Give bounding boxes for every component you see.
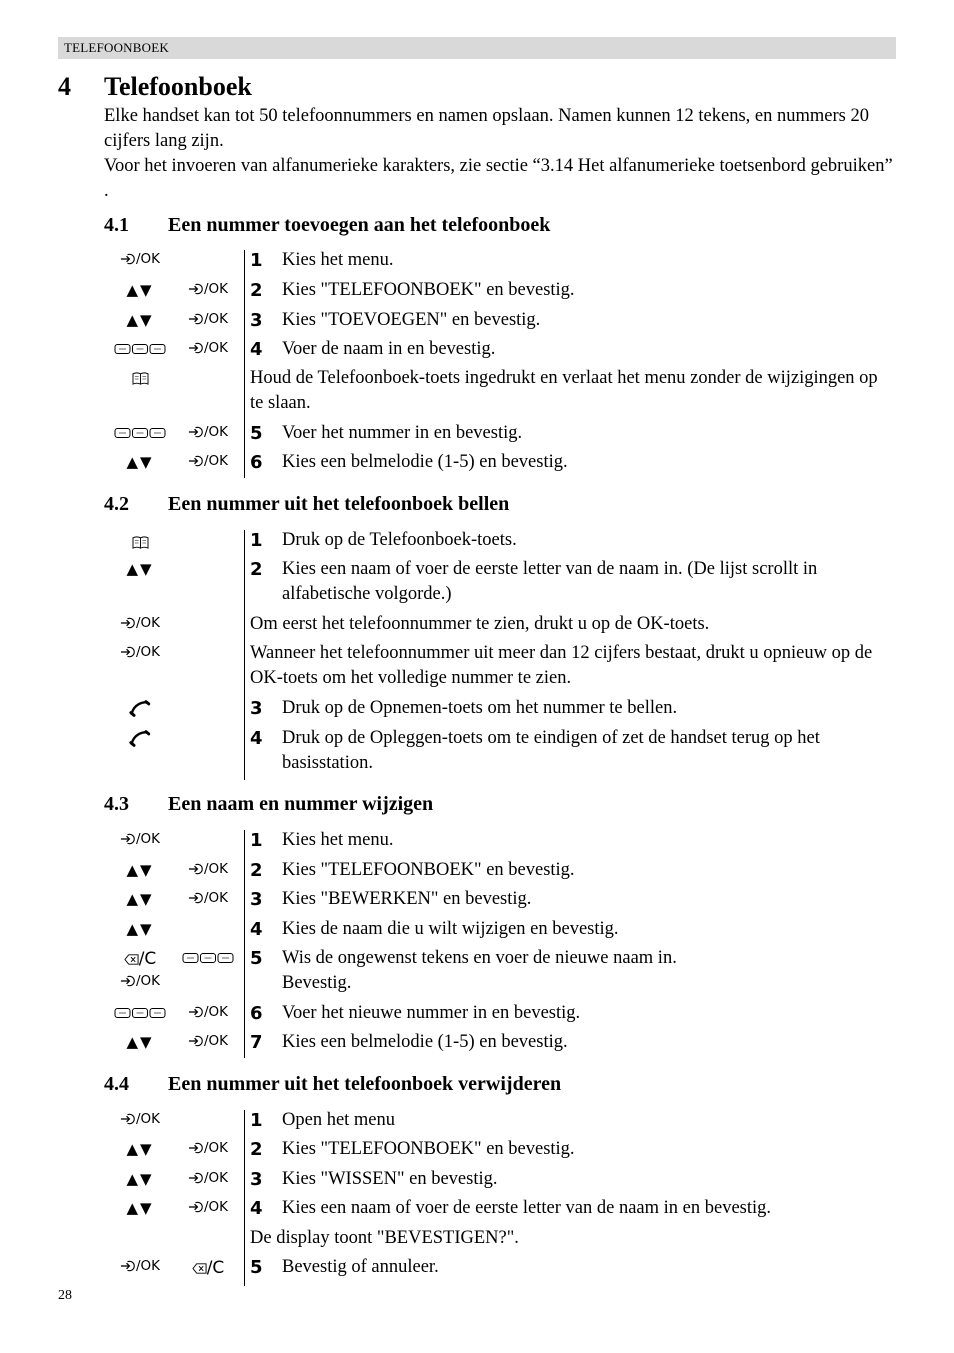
- step-number: 2: [250, 559, 263, 580]
- page-number: 28: [58, 1288, 72, 1303]
- ok-key-icon: [188, 1033, 228, 1049]
- clear-key-icon: [124, 949, 157, 969]
- step-number: 2: [250, 1139, 263, 1160]
- step-text-line: Kies "TELEFOONBOEK" en bevestig.: [282, 860, 575, 880]
- ok-key-label: /OK: [135, 831, 161, 847]
- ok-key-label: /OK: [203, 281, 229, 297]
- alphanumeric-keypad-icon: [182, 952, 234, 964]
- up-down-arrows-icon: ▲▼: [126, 560, 154, 578]
- key-icon-cell: [108, 533, 172, 557]
- ok-key-label: /OK: [135, 1111, 161, 1127]
- ok-key-label: /OK: [135, 1258, 161, 1274]
- key-icon-cell: [108, 1004, 172, 1028]
- key-icon-cell: [108, 340, 172, 364]
- up-down-arrows-icon: ▲▼: [126, 890, 154, 908]
- ok-key-icon: [188, 1004, 228, 1020]
- key-icon-cell: [108, 1111, 172, 1135]
- step-text: [282, 1255, 892, 1280]
- note-text: De display toont "BEVESTIGEN?".: [250, 1228, 519, 1248]
- key-icon-cell: [178, 1258, 238, 1282]
- step-text: [282, 858, 892, 883]
- step-text: [282, 528, 892, 553]
- step-text: [282, 421, 892, 446]
- step-number: 4: [250, 339, 263, 360]
- up-down-arrows-icon: ▲▼: [126, 861, 154, 879]
- step-text-line: Druk op de Opnemen-toets om het nummer te bellen.: [282, 698, 678, 718]
- key-icon-cell: [108, 861, 172, 885]
- key-icon-cell: [178, 311, 238, 335]
- step-text-line: Open het menu: [282, 1110, 396, 1130]
- section-heading-4-2: [104, 493, 509, 516]
- key-icon-cell: [108, 1140, 172, 1164]
- ok-key-icon: [120, 1111, 160, 1127]
- alphanumeric-keypad-icon: [114, 427, 166, 439]
- ok-key-label: /OK: [203, 1140, 229, 1156]
- step-text-line: Kies een belmelodie (1-5) en bevestig.: [282, 1032, 568, 1052]
- step-number: 5: [250, 948, 263, 969]
- key-icon-cell: [108, 831, 172, 855]
- step-number: 5: [250, 423, 263, 444]
- chapter-number: 4: [58, 72, 71, 101]
- key-icon-cell: [108, 1199, 172, 1223]
- key-icon-cell: [178, 861, 238, 885]
- step-text: [282, 1030, 892, 1055]
- step-number: 3: [250, 310, 263, 331]
- step-text: [282, 696, 892, 721]
- step-text-line: Voer het nummer in en bevestig.: [282, 423, 523, 443]
- key-icon-cell: [108, 424, 172, 448]
- up-down-arrows-icon: ▲▼: [126, 311, 154, 329]
- ok-key-icon: [188, 861, 228, 877]
- section-number: 4.4: [104, 1073, 129, 1095]
- ok-key-icon: [120, 831, 160, 847]
- key-icon-cell: [178, 1033, 238, 1057]
- section-number: 4.2: [104, 493, 129, 515]
- step-divider-line: [244, 1110, 245, 1286]
- step-number: 7: [250, 1032, 263, 1053]
- key-icon-cell: [108, 560, 172, 584]
- ok-key-label: /OK: [135, 644, 161, 660]
- key-icon-cell: [178, 281, 238, 305]
- key-icon-cell: [108, 311, 172, 335]
- key-icon-cell: [178, 453, 238, 477]
- key-icon-cell: [178, 1004, 238, 1028]
- step-number: 2: [250, 860, 263, 881]
- step-number: 1: [250, 250, 263, 271]
- step-number: 4: [250, 728, 263, 749]
- step-text: [282, 248, 892, 273]
- step-number: 2: [250, 280, 263, 301]
- key-icon-cell: [108, 1258, 172, 1282]
- step-divider-line: [244, 530, 245, 780]
- phonebook-icon: [131, 535, 150, 550]
- ok-key-icon: [188, 1199, 228, 1215]
- clear-key-label: /C: [138, 949, 157, 969]
- alphanumeric-keypad-icon: [114, 343, 166, 355]
- section-title: Een nummer uit het telefoonboek bellen: [168, 493, 510, 515]
- key-icon-cell: [108, 699, 172, 723]
- step-number: 1: [250, 530, 263, 551]
- ok-key-icon: [120, 644, 160, 660]
- step-text: [282, 450, 892, 475]
- ok-key-icon: [188, 453, 228, 469]
- step-number: 1: [250, 830, 263, 851]
- ok-key-label: /OK: [203, 861, 229, 877]
- key-icon-cell: [108, 453, 172, 477]
- step-number: 4: [250, 1198, 263, 1219]
- step-text: [282, 1001, 892, 1026]
- ok-key-label: /OK: [135, 251, 161, 267]
- section-heading-4-3: [104, 793, 433, 816]
- step-text-line: Bevestig of annuleer.: [282, 1257, 439, 1277]
- step-text-line: Kies "BEWERKEN" en bevestig.: [282, 889, 532, 909]
- step-text: [282, 887, 892, 912]
- ok-key-label: /OK: [203, 424, 229, 440]
- step-text-line: Kies "WISSEN" en bevestig.: [282, 1169, 498, 1189]
- up-down-arrows-icon: ▲▼: [126, 1170, 154, 1188]
- key-icon-cell: [178, 890, 238, 914]
- section-heading-4-4: [104, 1073, 561, 1096]
- step-text-line: Druk op de Opleggen-toets om te eindigen of zet de handset terug op het basisstation.: [282, 728, 820, 773]
- key-icon-cell: [108, 920, 172, 944]
- ok-key-icon: [188, 890, 228, 906]
- step-text-line: Kies een naam of voer de eerste letter van de naam in. (De lijst scrollt in alfabetische volgorde.): [282, 559, 818, 604]
- step-number: 5: [250, 1257, 263, 1278]
- step-text: [282, 1137, 892, 1162]
- step-text-line: Kies "TELEFOONBOEK" en bevestig.: [282, 280, 575, 300]
- step-text: [282, 946, 892, 996]
- running-header: TELEFOONBOEK: [58, 37, 896, 59]
- step-number: 3: [250, 889, 263, 910]
- key-icon-cell: [178, 1199, 238, 1223]
- key-icon-cell: [108, 1033, 172, 1057]
- section-heading-4-1: [104, 214, 550, 237]
- ok-key-label: /OK: [203, 340, 229, 356]
- step-text: [282, 557, 892, 607]
- ok-key-icon: [120, 251, 160, 267]
- note-text: Houd de Telefoonboek-toets ingedrukt en verlaat het menu zonder de wijzigingen op te slaan.: [250, 368, 878, 413]
- step-text-line: Kies een naam of voer de eerste letter van de naam in en bevestig.: [282, 1198, 772, 1218]
- ok-key-label: /OK: [203, 1170, 229, 1186]
- step-text-line: Kies "TELEFOONBOEK" en bevestig.: [282, 1139, 575, 1159]
- step-number: 6: [250, 1003, 263, 1024]
- step-number: 3: [250, 698, 263, 719]
- up-down-arrows-icon: ▲▼: [126, 453, 154, 471]
- step-divider-line: [244, 250, 245, 478]
- section-number: 4.3: [104, 793, 129, 815]
- key-icon-cell: [178, 424, 238, 448]
- step-text-line: Kies een belmelodie (1-5) en bevestig.: [282, 452, 568, 472]
- step-text: [282, 828, 892, 853]
- up-down-arrows-icon: ▲▼: [126, 1199, 154, 1217]
- up-down-arrows-icon: ▲▼: [126, 1033, 154, 1051]
- ok-key-label: /OK: [203, 1199, 229, 1215]
- ok-key-icon: [188, 1170, 228, 1186]
- step-number: 6: [250, 452, 263, 473]
- clear-key-icon: [192, 1258, 225, 1278]
- key-icon-cell: [108, 729, 172, 753]
- ok-key-icon: [120, 973, 160, 989]
- step-text: [282, 1108, 892, 1133]
- step-text-line: Voer de naam in en bevestig.: [282, 339, 496, 359]
- step-text: [282, 278, 892, 303]
- step-text-line: Kies "TOEVOEGEN" en bevestig.: [282, 310, 541, 330]
- ok-key-label: /OK: [203, 453, 229, 469]
- note-text: Wanneer het telefoonnummer uit meer dan 12 cijfers bestaat, drukt u opnieuw op de OK-toets om het volledige nummer te zien.: [250, 643, 873, 688]
- phone-handset-icon: [129, 700, 151, 717]
- step-text-line: Voer het nieuwe nummer in en bevestig.: [282, 1003, 581, 1023]
- ok-key-icon: [188, 1140, 228, 1156]
- key-icon-cell: [108, 281, 172, 305]
- ok-key-label: /OK: [203, 1033, 229, 1049]
- ok-key-icon: [120, 1258, 160, 1274]
- step-text-line: Kies het menu.: [282, 830, 394, 850]
- alphanumeric-keypad-icon: [114, 1007, 166, 1019]
- key-icon-cell: [108, 1170, 172, 1194]
- key-icon-cell: [178, 340, 238, 364]
- key-icon-cell: [108, 890, 172, 914]
- step-text: [282, 917, 892, 942]
- step-number: 3: [250, 1169, 263, 1190]
- step-number: 4: [250, 919, 263, 940]
- step-text: [282, 337, 892, 362]
- step-text: [282, 726, 892, 776]
- ok-key-label: /OK: [203, 1004, 229, 1020]
- key-icon-cell: [178, 1170, 238, 1194]
- step-text: [282, 308, 892, 333]
- step-number: 1: [250, 1110, 263, 1131]
- ok-key-icon: [188, 424, 228, 440]
- key-icon-cell: [178, 949, 238, 973]
- key-icon-cell: [108, 644, 172, 668]
- ok-key-icon: [188, 340, 228, 356]
- phone-handset-icon: [129, 730, 151, 747]
- step-text-line: Wis de ongewenst tekens en voer de nieuwe naam in.: [282, 948, 677, 968]
- step-text-line: Kies de naam die u wilt wijzigen en bevestig.: [282, 919, 619, 939]
- up-down-arrows-icon: ▲▼: [126, 281, 154, 299]
- intro-paragraph-2: Voor het invoeren van alfanumerieke karakters, zie sectie “3.14 Het alfanumerieke toetsenbord gebruiken” .: [104, 156, 893, 201]
- key-icon-cell: [108, 973, 172, 997]
- step-text: [282, 1196, 892, 1221]
- key-icon-cell: [108, 615, 172, 639]
- up-down-arrows-icon: ▲▼: [126, 920, 154, 938]
- intro-paragraph-1: Elke handset kan tot 50 telefoonnummers en namen opslaan. Namen kunnen 12 tekens, en nummers 20 cijfers lang zijn.: [104, 106, 869, 151]
- step-text: [282, 1167, 892, 1192]
- step-text-line: Kies het menu.: [282, 250, 394, 270]
- section-title: Een naam en nummer wijzigen: [168, 793, 434, 815]
- up-down-arrows-icon: ▲▼: [126, 1140, 154, 1158]
- ok-key-label: /OK: [135, 973, 161, 989]
- step-text-line-2: Bevestig.: [282, 973, 352, 993]
- section-title: Een nummer toevoegen aan het telefoonboek: [168, 214, 551, 236]
- step-text-line: Druk op de Telefoonboek-toets.: [282, 530, 517, 550]
- note-text: Om eerst het telefoonnummer te zien, drukt u op de OK-toets.: [250, 614, 710, 634]
- ok-key-label: /OK: [203, 890, 229, 906]
- clear-key-label: /C: [206, 1258, 225, 1278]
- ok-key-icon: [188, 281, 228, 297]
- section-title: Een nummer uit het telefoonboek verwijderen: [168, 1073, 562, 1095]
- ok-key-label: /OK: [135, 615, 161, 631]
- section-number: 4.1: [104, 214, 129, 236]
- key-icon-cell: [108, 949, 172, 973]
- ok-key-icon: [120, 615, 160, 631]
- step-divider-line: [244, 830, 245, 1058]
- ok-key-label: /OK: [203, 311, 229, 327]
- key-icon-cell: [108, 251, 172, 275]
- phonebook-icon: [131, 371, 150, 386]
- ok-key-icon: [188, 311, 228, 327]
- key-icon-cell: [108, 369, 172, 393]
- key-icon-cell: [178, 1140, 238, 1164]
- chapter-title: Telefoonboek: [104, 72, 252, 101]
